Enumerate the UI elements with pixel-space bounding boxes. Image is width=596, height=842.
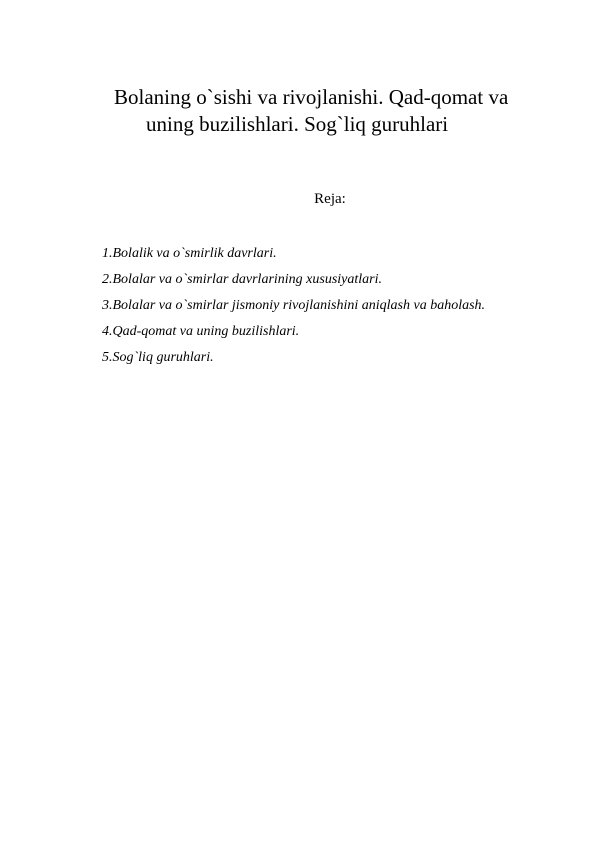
plan-list <box>102 241 485 371</box>
plan-item-4: 4.Qad-qomat va uning buzilishlari. <box>102 324 300 339</box>
title-line-1: Bolaning o`sishi va rivojlanishi. Qad-qomat va <box>114 85 509 109</box>
plan-item-3: 3.Bolalar va o`smirlar jismoniy rivojlanishini aniqlash va baholash. <box>102 298 486 313</box>
plan-item-1: 1.Bolalik va o`smirlik davrlari. <box>102 246 277 261</box>
document-title <box>100 84 550 138</box>
plan-item-2: 2.Bolalar va o`smirlar davrlarining xususiyatlari. <box>102 272 382 287</box>
plan-heading: Reja: <box>314 191 346 207</box>
title-line-2: uning buzilishlari. Sog`liq guruhlari <box>146 112 449 136</box>
plan-item-5: 5.Sog`liq guruhlari. <box>102 350 214 365</box>
